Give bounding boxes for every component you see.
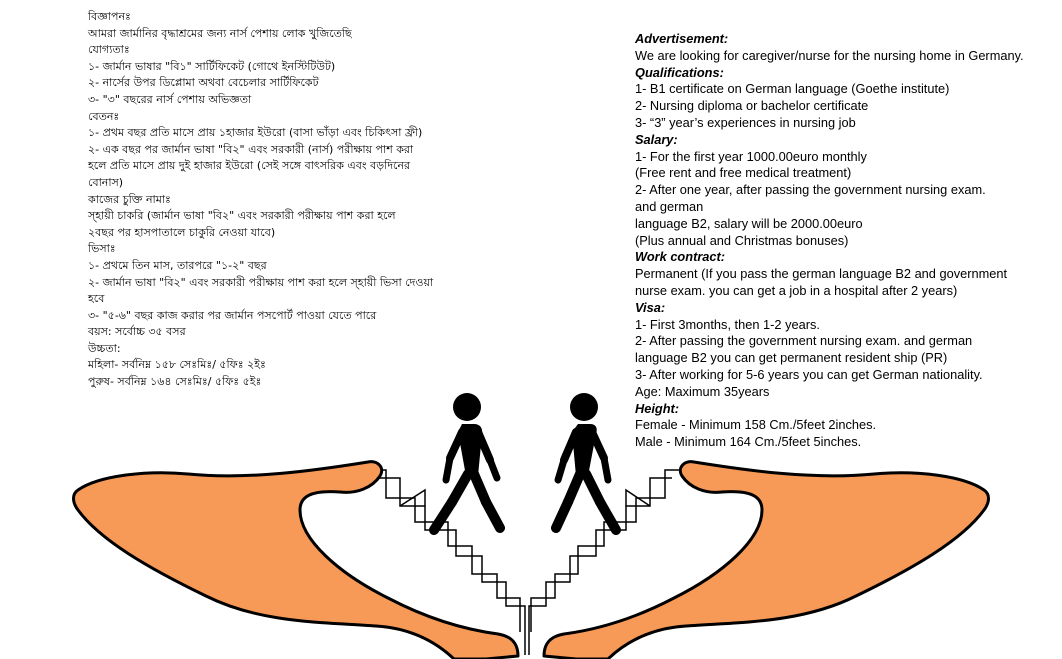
english-salary-heading: Salary: — [635, 131, 678, 147]
english-visa-2b: language B2 you can get permanent resident ship (PR) — [635, 350, 948, 366]
english-intro: We are looking for caregiver/nurse for the nursing home in Germany. — [635, 47, 1024, 63]
bengali-height-female: মহিলা- সর্বনিম্ন ১৫৮ সেঃমিঃ/ ৫ফিঃ ২ইঃ — [88, 358, 266, 372]
bengali-qualification-2: ২- নার্সের উপর ডিপ্লোমা অথবা বেচেলার সার্টিফিকেট — [88, 76, 319, 90]
bengali-title: বিজ্ঞাপনঃ — [88, 10, 131, 23]
left-hand-icon — [74, 462, 519, 659]
bengali-salary-2c: বোনাস) — [88, 175, 124, 189]
english-visa-heading: Visa: — [635, 299, 666, 315]
bengali-qualifications-heading: যোগ্যতাঃ — [88, 43, 130, 57]
english-salary-2d: (Plus annual and Christmas bonuses) — [635, 232, 849, 248]
bengali-visa-2b: হবে — [88, 292, 105, 306]
right-hand-icon — [544, 462, 989, 659]
bengali-qualification-1: ১- জার্মান ভাষার "বি১" সার্টিফিকেট (গোথে ইনস্টিটিউট) — [88, 59, 336, 73]
bengali-age: বয়স: সর্বোচ্চ ৩৫ বসর — [88, 325, 186, 339]
english-contract-heading: Work contract: — [635, 249, 726, 265]
english-salary-2c: language B2, salary will be 2000.00euro — [635, 215, 863, 231]
bengali-salary-heading: বেতনঃ — [88, 109, 120, 123]
english-age: Age: Maximum 35years — [635, 383, 770, 399]
bengali-height-male: পুরুষ- সর্বনিম্ন ১৬৪ সেঃমিঃ/ ৫ফিঃ ৫ইঃ — [88, 375, 262, 389]
english-contract-2: nurse exam. you can get a job in a hospital after 2 years) — [635, 282, 958, 298]
english-visa-1: 1- First 3months, then 1-2 years. — [635, 316, 820, 332]
english-contract-1: Permanent (If you pass the german language B2 and government — [635, 266, 1008, 282]
english-height-female: Female - Minimum 158 Cm./5feet 2inches. — [635, 417, 877, 433]
english-qualification-2: 2- Nursing diploma or bachelor certificate — [635, 98, 869, 114]
english-qualification-1: 1- B1 certificate on German language (Goethe institute) — [635, 81, 950, 97]
bengali-visa-1: ১- প্রথমে তিন মাস, তারপরে "১-২" বছর — [88, 258, 267, 272]
english-salary-1b: (Free rent and free medical treatment) — [635, 165, 852, 181]
english-height-male: Male - Minimum 164 Cm./5feet 5inches. — [635, 434, 862, 450]
bengali-contract-heading: কাজের চুক্তি নামাঃ — [88, 192, 171, 206]
english-visa-2a: 2- After passing the government nursing exam. and german — [635, 333, 973, 349]
bengali-qualification-3: ৩- "৩" বছরের নার্স পেশায় অভিজ্ঞতা — [88, 92, 252, 106]
bengali-height-heading: উচ্চতা: — [88, 341, 121, 355]
english-salary-2b: and german — [635, 198, 704, 214]
bengali-visa-3: ৩- "৫-৬" বছর কাজ করার পর জার্মান পসপোর্ট পাওয়া যেতে পারে — [88, 308, 377, 322]
english-salary-1a: 1- For the first year 1000.00euro monthly — [635, 148, 867, 164]
right-walking-person-icon — [556, 393, 616, 530]
bengali-visa-heading: ভিসাঃ — [88, 242, 116, 256]
bengali-salary-2b: হলে প্রতি মাসে প্রায় দুই হাজার ইউরো (সেই সঙ্গে বাৎসরিক এবং বড়দিনের — [88, 159, 411, 173]
bengali-salary-1: ১- প্রথম বছর প্রতি মাসে প্রায় ১হাজার ইউরো (বাসা ভাঁড়া এবং চিকিৎসা ফ্রী) — [88, 126, 423, 140]
bengali-intro: আমরা জার্মানির বৃদ্ধাশ্রমের জন্য নার্স পেশায় লোক খুজিতেছি — [88, 26, 352, 40]
bengali-contract-1: স্হায়ী চাকরি (জার্মান ভাষা "বি২" এবং সরকারী পরীক্ষায় পাশ করা হলে — [88, 209, 396, 223]
english-visa-3: 3- After working for 5-6 years you can get German nationality. — [635, 366, 983, 382]
english-title: Advertisement: — [635, 31, 729, 46]
left-walking-person-icon — [434, 393, 500, 530]
english-salary-2a: 2- After one year, after passing the government nursing exam. — [635, 182, 986, 198]
bengali-visa-2a: ২- জার্মান ভাষা "বি২" এবং সরকারী পরীক্ষায় পাশ করা হলে স্হায়ী ভিসা দেওয়া — [88, 275, 434, 289]
english-qualifications-heading: Qualifications: — [635, 64, 724, 80]
bengali-salary-2a: ২- এক বছর পর জার্মান ভাষা "বি২" এবং সরকারী (নার্স) পরীক্ষায় পাশ করা — [88, 142, 414, 156]
bengali-contract-2: ২বছর পর হাসপাতালে চাকুরি নেওয়া যাবে) — [88, 225, 276, 239]
english-qualification-3: 3- “3” year’s experiences in nursing job — [635, 114, 856, 130]
english-height-heading: Height: — [635, 400, 680, 416]
